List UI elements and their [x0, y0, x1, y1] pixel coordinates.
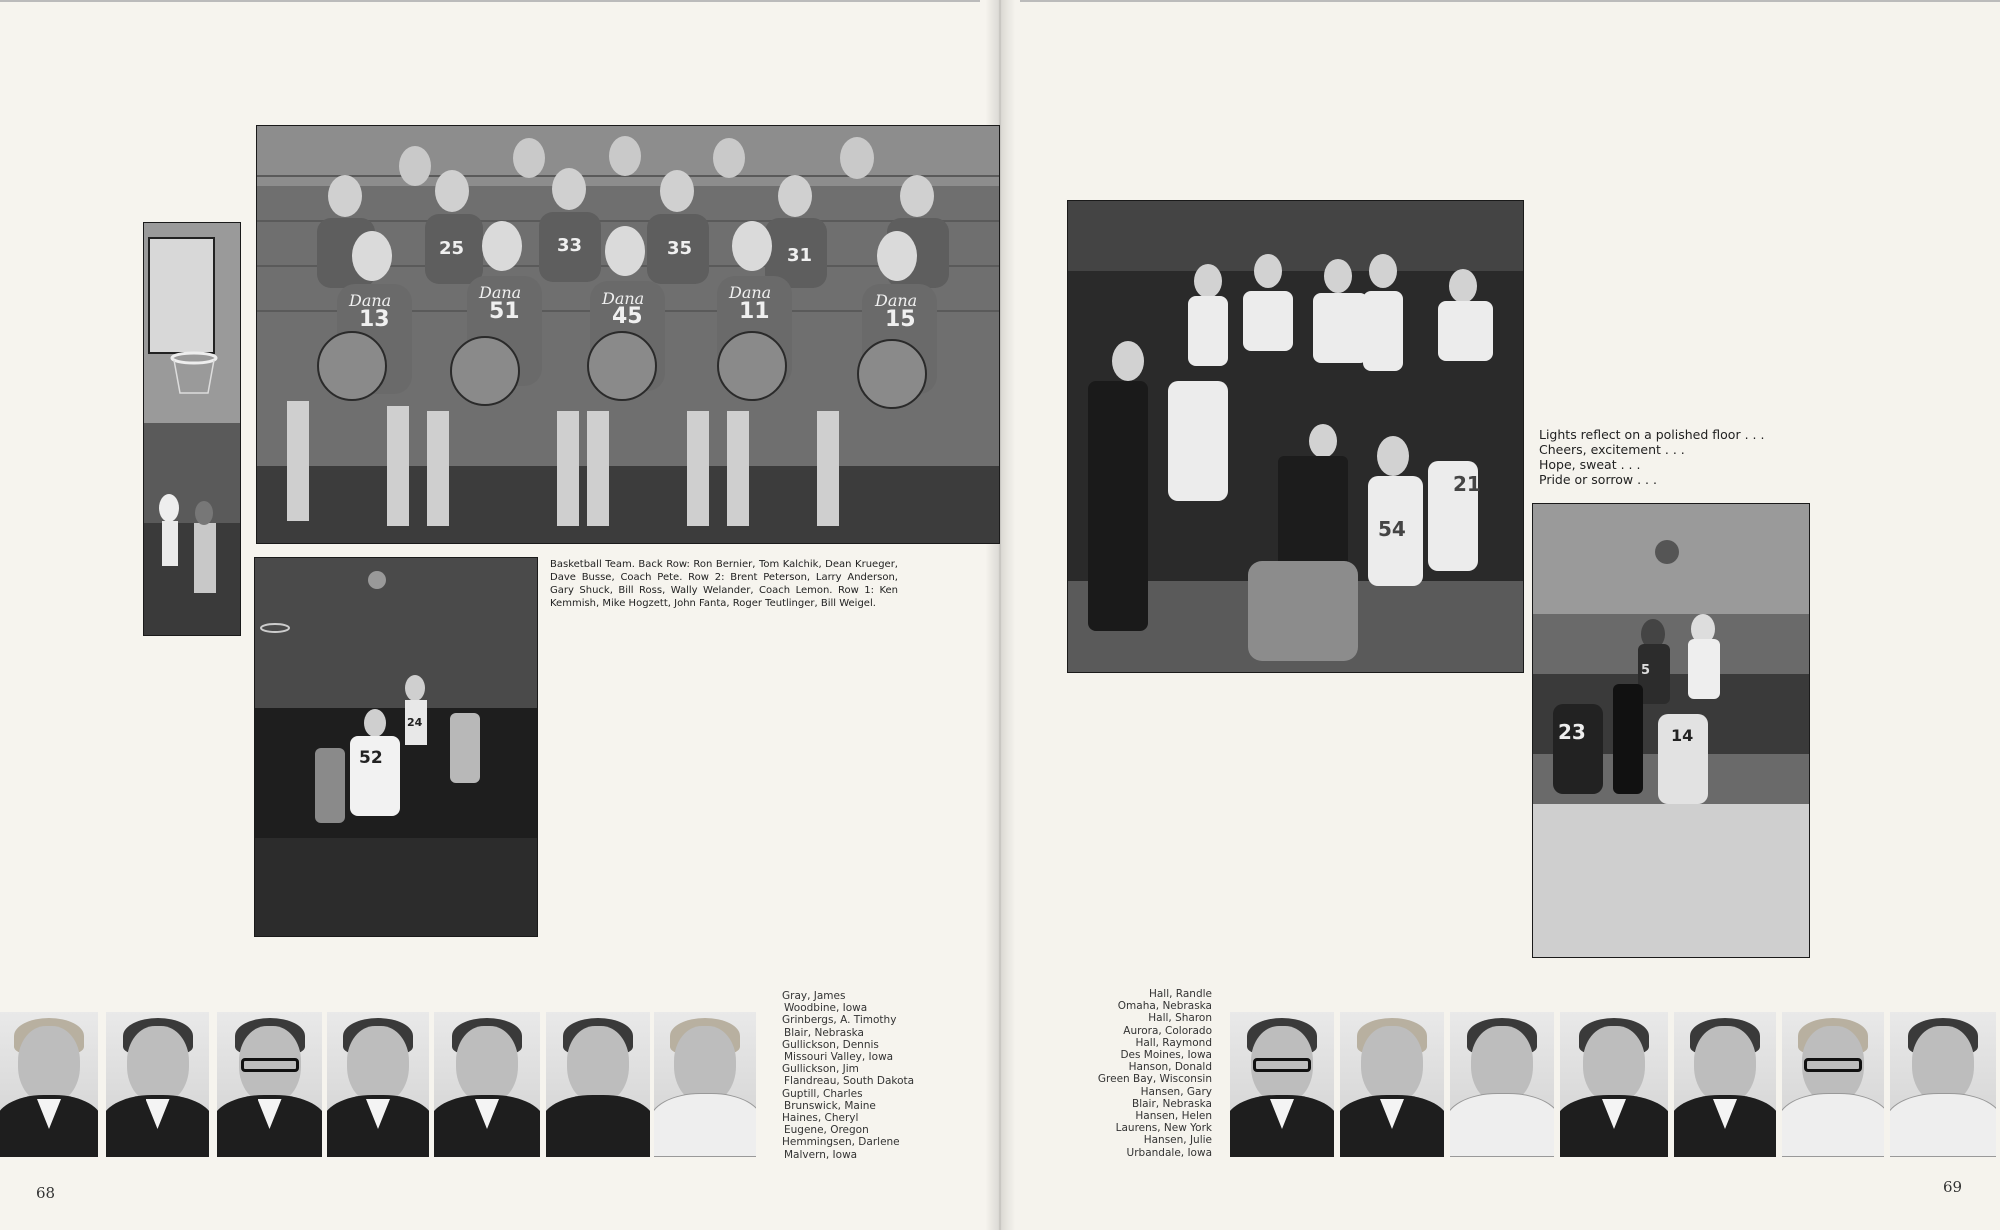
name-line: Hall, Randle [1148, 988, 1212, 1000]
bench-huddle-image [1068, 201, 1523, 672]
jersey-11: 11 [739, 299, 770, 324]
portrait-hansen-gary [1674, 1012, 1776, 1157]
jersey-51: 51 [489, 299, 520, 324]
name-line: Blair, Nebraska [784, 1026, 864, 1039]
name-line: Blair, Nebraska [1132, 1097, 1212, 1110]
name-line: Brunswick, Maine [784, 1099, 876, 1112]
jersey-31: 31 [787, 245, 813, 266]
name-line: Gullickson, Dennis [782, 1038, 879, 1051]
top-edge-left [0, 0, 980, 2]
basketball-hoop-icon [144, 223, 240, 635]
name-line: Omaha, Nebraska [1117, 1000, 1212, 1013]
jersey-13: 13 [359, 307, 390, 332]
jersey-45: 45 [612, 304, 643, 329]
name-line: Gray, James [782, 990, 846, 1002]
bench-huddle-photo [1067, 200, 1524, 673]
mood-line-4: Pride or sorrow . . . [1539, 472, 1657, 487]
tipoff-image [1533, 504, 1809, 957]
team-photo-icon [257, 126, 999, 543]
game-action-image [255, 558, 537, 936]
jersey-35: 35 [667, 238, 693, 259]
portrait-guptill-charles [434, 1012, 540, 1157]
team-photo [256, 125, 1000, 544]
jersey-33: 33 [557, 235, 583, 256]
jersey-script-5: Dana [875, 291, 918, 310]
name-line: Missouri Valley, Iowa [784, 1051, 894, 1064]
jersey-15: 15 [885, 307, 916, 332]
jersey-script-3: Dana [602, 289, 645, 308]
mood-text [1539, 427, 1789, 487]
game-jersey-52: 52 [359, 748, 383, 768]
portrait-gray-james [0, 1012, 98, 1157]
game-jersey-24: 24 [407, 716, 423, 729]
name-line: Malvern, Iowa [784, 1148, 858, 1161]
tipoff-jersey-14: 14 [1671, 726, 1694, 745]
portrait-hemmingsen-darlene [654, 1012, 756, 1157]
portrait-gullickson-jim [327, 1012, 429, 1157]
name-line: Flandreau, South Dakota [784, 1075, 915, 1088]
mood-line-1: Lights reflect on a polished floor . . . [1539, 427, 1765, 442]
left-name-list [782, 990, 952, 1161]
hoop-action-photo [143, 222, 241, 636]
top-edge-right [1020, 0, 2000, 2]
jersey-25: 25 [439, 238, 465, 259]
tipoff-photo [1532, 503, 1810, 958]
jersey-script-1: Dana [349, 291, 392, 310]
portrait-gullickson-dennis [217, 1012, 322, 1157]
bench-jersey-54: 54 [1378, 517, 1406, 541]
name-line: Aurora, Colorado [1123, 1024, 1212, 1037]
game-action-photo [254, 557, 538, 937]
name-line: Eugene, Oregon [784, 1124, 869, 1137]
page-number-left: 68 [36, 1184, 56, 1202]
name-line: Hemmingsen, Darlene [782, 1136, 900, 1149]
portrait-hansen-helen [1782, 1012, 1884, 1157]
name-line: Hall, Sharon [1148, 1012, 1212, 1025]
name-line: Laurens, New York [1115, 1122, 1212, 1135]
name-line: Des Moines, Iowa [1120, 1049, 1212, 1062]
portrait-hall-sharon [1340, 1012, 1444, 1157]
name-line: Hall, Raymond [1135, 1036, 1212, 1049]
portrait-grinbergs-timothy [106, 1012, 209, 1157]
name-line: Grinbergs, A. Timothy [782, 1014, 897, 1027]
portrait-hanson-donald [1560, 1012, 1668, 1157]
jersey-script-4: Dana [729, 283, 772, 302]
name-line: Hansen, Julie [1143, 1134, 1212, 1147]
portrait-hansen-julie [1890, 1012, 1996, 1157]
name-line: Urbandale, Iowa [1126, 1146, 1212, 1159]
mood-line-2: Cheers, excitement . . . [1539, 442, 1685, 457]
name-line: Woodbine, Iowa [784, 1002, 868, 1015]
mood-line-3: Hope, sweat . . . [1539, 457, 1641, 472]
tipoff-jersey-5: 5 [1641, 663, 1651, 678]
name-line: Hansen, Helen [1135, 1110, 1212, 1123]
portrait-haines-cheryl [546, 1012, 650, 1157]
right-name-list [1080, 988, 1212, 1159]
bench-jersey-21: 21 [1453, 472, 1481, 496]
portrait-hall-randle [1230, 1012, 1334, 1157]
portrait-hall-raymond [1450, 1012, 1554, 1157]
page-number-right: 69 [1943, 1178, 1963, 1196]
name-line: Haines, Cheryl [782, 1112, 859, 1125]
name-line: Gullickson, Jim [782, 1063, 859, 1076]
name-line: Hanson, Donald [1128, 1061, 1212, 1074]
name-line: Hansen, Gary [1140, 1085, 1212, 1098]
team-caption: Basketball Team. Back Row: Ron Bernier, Tom Kalchik, Dean Krueger, Dave Busse, Coach Pete. Row 2: Brent Peterson, Larry Anderson, Gary Shuck, Bill Ross, Wally Welander, Coach Lemon. Row 1: Ken Kemmish, Mike Hogzett, John Fanta, Roger Teutlinger, Bill Weigel. [550, 559, 898, 609]
name-line: Green Bay, Wisconsin [1097, 1073, 1212, 1086]
jersey-script-2: Dana [479, 283, 522, 302]
name-line: Guptill, Charles [782, 1087, 863, 1100]
tipoff-jersey-23: 23 [1558, 720, 1586, 744]
